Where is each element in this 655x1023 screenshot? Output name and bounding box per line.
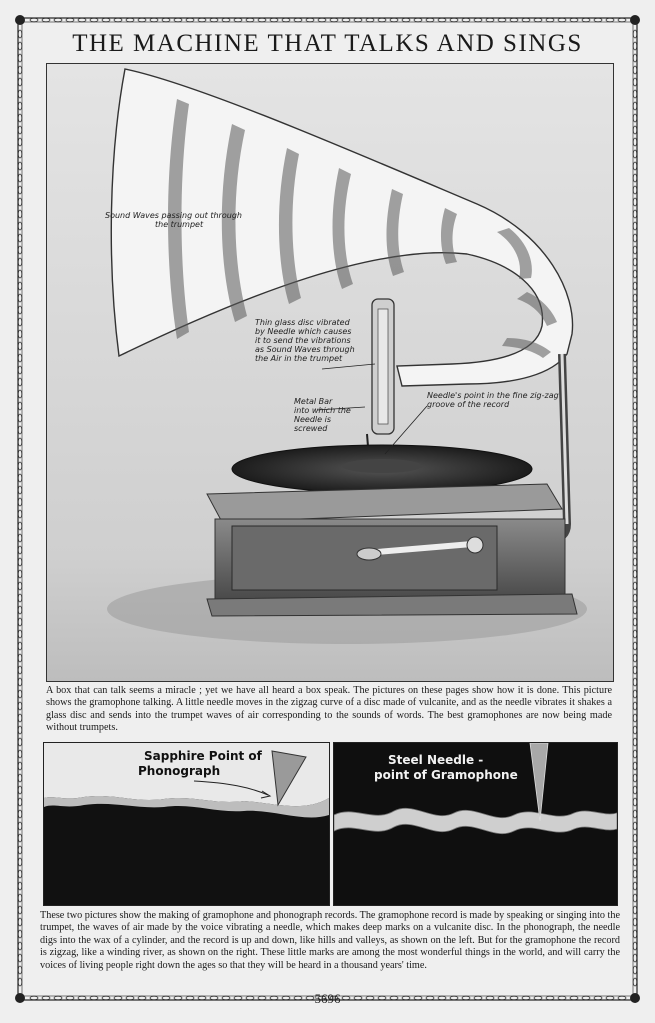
page-title: THE MACHINE THAT TALKS AND SINGS [72, 30, 583, 57]
label-metal-bar: Metal Bar into which the Needle is screwed [294, 397, 351, 433]
caption-bottom: These two pictures show the making of gramophone and phonograph records. The gramophone record is made by speaking or singing into the trumpet, the waves of air made by the voice vibrating a needle, which makes deep marks on a vulcanite disc. In the phonograph, the needle digs into the wax of a cylinder, and the record is up and down, like hills and valleys, as shown on the left. But for the gramophone the record is zigzag, like a winding river, as shown on the right. These little marks are among the most wonderful things in the world, and will carry the voices of living people right down the ages so that they will be heard in a thousand years' time. [40, 910, 620, 971]
gramophone-drawing [47, 64, 613, 681]
caption-top: A box that can talk seems a miracle ; yet we have all heard a box speak. The pictures on these pages show how it is done. This picture shows the gramophone talking. A little needle moves in the zigzag curve of a disc made of vulcanite, and as the needle vibrates it shakes a glass disc and sends into the trumpet waves of air corresponding to the sounds of words. The best gramophones are now being made without trumpets. [46, 685, 612, 734]
label-sound-waves: Sound Waves passing out through the trumpet [105, 211, 242, 229]
gramophone-panel [333, 742, 618, 906]
label-needle-point: Needle's point in the fine zig-zag groove of the record [427, 391, 559, 409]
page-number: 5696 [314, 991, 341, 1006]
gramophone-illustration [46, 63, 614, 682]
sapphire-point-label: Sapphire Point of Phonograph [138, 749, 262, 778]
label-glass-disc: Thin glass disc vibrated by Needle which causes it to send the vibrations as Sound Waves through the Air in the trumpet [255, 318, 355, 363]
phonograph-panel [43, 742, 330, 906]
steel-needle-label: Steel Needle - point of Gramophone [374, 753, 518, 782]
